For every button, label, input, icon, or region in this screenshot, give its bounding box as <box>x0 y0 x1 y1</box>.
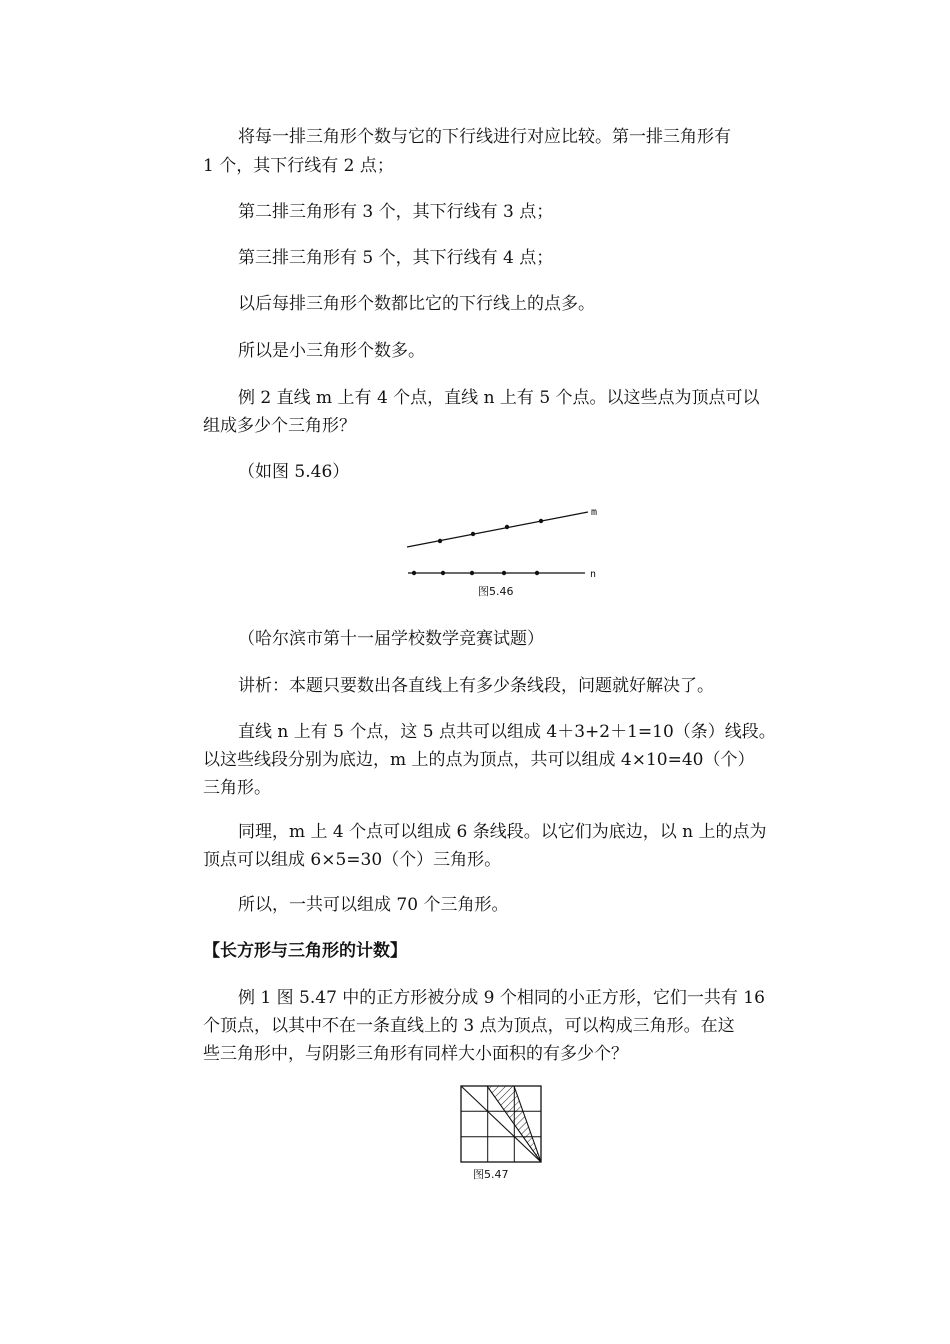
section-heading: 【长方形与三角形的计数】 <box>203 941 407 961</box>
point-m <box>438 539 442 543</box>
example-1-line: 例 1 图 5.47 中的正方形被分成 9 个相同的小正方形，它们一共有 16 <box>238 988 765 1008</box>
point-m <box>539 519 543 523</box>
figure-caption: 图5.46 <box>478 585 514 598</box>
analysis-line: 讲析：本题只要数出各直线上有多少条线段，问题就好解决了。 <box>238 676 714 696</box>
paragraph-line: 1 个，其下行线有 2 点； <box>203 156 394 176</box>
line-m <box>407 512 588 547</box>
example-2-line: 组成多少个三角形？ <box>203 416 356 436</box>
point-m <box>471 532 475 536</box>
source-note: （哈尔滨市第十一届学校数学竞赛试题） <box>238 629 544 649</box>
point-n <box>470 571 474 575</box>
figure-5-46 <box>400 500 610 604</box>
example-1-line: 些三角形中，与阴影三角形有同样大小面积的有多少个？ <box>203 1044 628 1064</box>
line-m-label: m <box>591 507 598 518</box>
point-n <box>502 571 506 575</box>
solution-line: 三角形。 <box>203 778 271 798</box>
point-n <box>535 571 539 575</box>
point-m <box>505 525 509 529</box>
line-n-label: n <box>590 569 597 580</box>
paragraph-line: 以后每排三角形个数都比它的下行线上的点多。 <box>238 294 595 314</box>
paragraph-line: 第二排三角形有 3 个，其下行线有 3 点； <box>238 202 554 222</box>
point-n <box>412 571 416 575</box>
figure-5-47 <box>455 1080 555 1185</box>
paragraph-line: 第三排三角形有 5 个，其下行线有 4 点； <box>238 248 554 268</box>
solution-line: 顶点可以组成 6×5=30（个）三角形。 <box>203 850 502 870</box>
paragraph-line: 将每一排三角形个数与它的下行线进行对应比较。第一排三角形有 <box>238 127 731 147</box>
example-2-line: 例 2 直线 m 上有 4 个点，直线 n 上有 5 个点。以这些点为顶点可以 <box>238 388 760 408</box>
example-1-line: 个顶点，以其中不在一条直线上的 3 点为顶点，可以构成三角形。在这 <box>203 1016 735 1036</box>
figure-reference: （如图 5.46） <box>238 462 350 482</box>
solution-line: 同理，m 上 4 个点可以组成 6 条线段。以它们为底边，以 n 上的点为 <box>238 822 767 842</box>
point-n <box>441 571 445 575</box>
solution-line: 直线 n 上有 5 个点，这 5 点共可以组成 4＋3+2＋1=10（条）线段。 <box>238 722 776 742</box>
conclusion-line: 所以，一共可以组成 70 个三角形。 <box>238 895 509 915</box>
paragraph-line: 所以是小三角形个数多。 <box>238 341 425 361</box>
solution-line: 以这些线段分别为底边，m 上的点为顶点，共可以组成 4×10=40（个） <box>203 750 755 770</box>
figure-caption: 图5.47 <box>473 1168 509 1181</box>
